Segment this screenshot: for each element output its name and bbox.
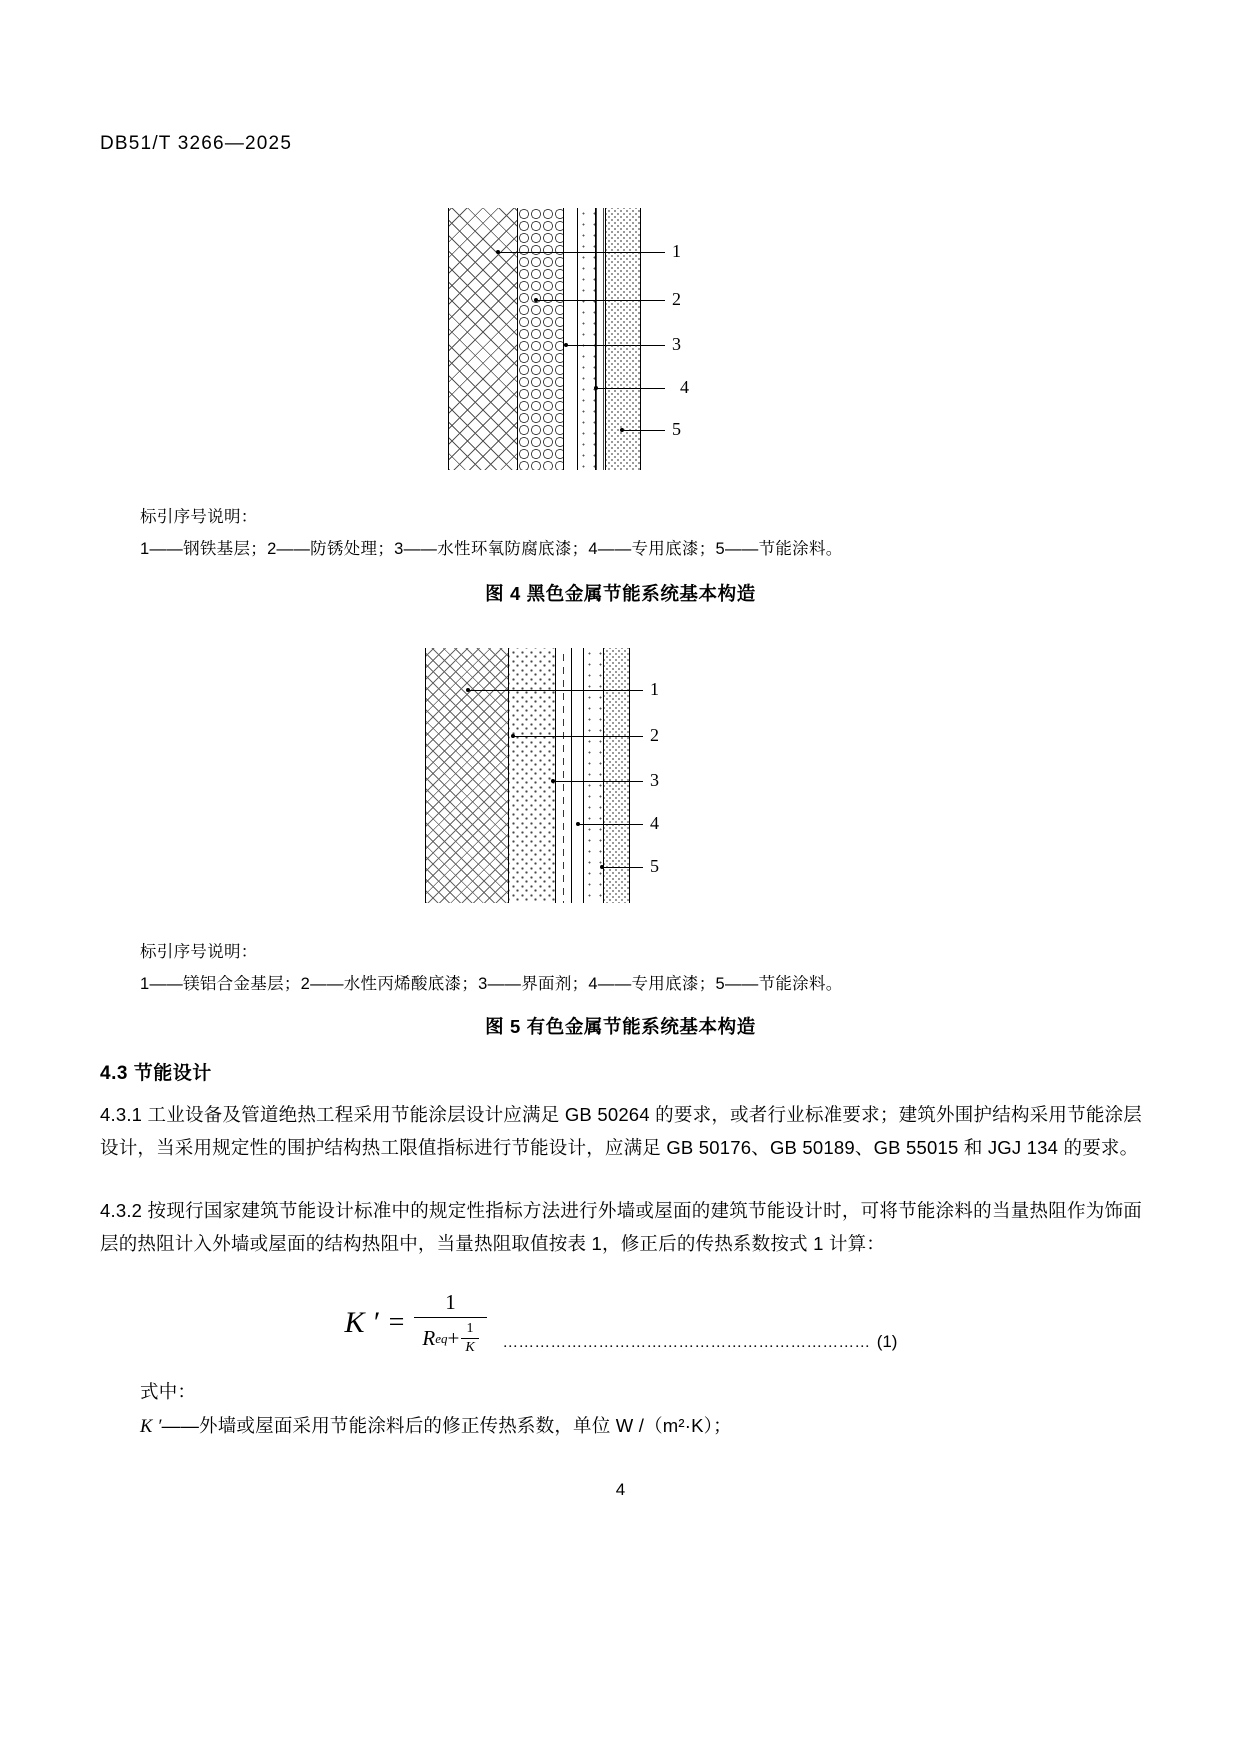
callout-5-2: 2	[650, 725, 659, 745]
leader-line-1	[498, 252, 665, 253]
leader-line-3	[566, 345, 665, 346]
formula-leader-dots: ……………………………………………………………	[502, 1335, 871, 1351]
figure-4-key-items: 1——钢铁基层；2——防锈处理；3——水性环氧防腐底漆；4——专用底漆；5——节能涂料。	[140, 540, 843, 558]
leader-dot-1	[496, 250, 500, 254]
formula-den-plus: +	[447, 1326, 460, 1350]
formula-number: (1)	[876, 1332, 898, 1351]
callout-3: 3	[672, 334, 681, 354]
formula-fraction	[414, 1290, 486, 1356]
layer-rust-treatment	[517, 208, 563, 470]
paragraph-4-3-2: 4.3.2 按现行国家建筑节能设计标准中的规定性指标方法进行外墙或屋面的建筑节能设计时，可将节能涂料的当量热阻作为饰面层的热阻计入外墙或屋面的结构热阻中，当量热阻取值按表 1，修正后的传热系数按式 1 计算：	[100, 1200, 1142, 1254]
figure-4-key-title: 标引序号说明：	[140, 508, 258, 526]
leader-line-5-2	[513, 736, 643, 737]
leader-dot-5-1	[466, 688, 470, 692]
layer-gap-2	[571, 648, 583, 903]
section-heading-4-3: 4.3 节能设计	[100, 1063, 212, 1084]
figure-5-key-items: 1——镁铝合金基层；2——水性丙烯酸底漆；3——界面剂；4——专用底漆；5——节能涂料。	[140, 975, 843, 993]
callout-5-3: 3	[650, 770, 659, 790]
layer-mg-al-substrate	[426, 648, 508, 903]
callout-5-5: 5	[650, 856, 659, 876]
leader-line-5-4	[578, 824, 643, 825]
callout-1: 1	[672, 241, 681, 261]
formula-numerator: 1	[445, 1290, 456, 1314]
callout-5-1: 1	[650, 679, 659, 699]
leader-line-5-1	[468, 690, 643, 691]
leader-dot-2	[534, 298, 538, 302]
formula-lhs: K ′	[344, 1306, 379, 1339]
leader-dot-5-5	[600, 865, 604, 869]
formula-mini-fraction	[461, 1321, 478, 1356]
formula-mini-denominator: K	[461, 1338, 478, 1356]
leader-line-4	[596, 388, 665, 389]
figure-4-title: 图 4 黑色金属节能系统基本构造	[485, 583, 756, 604]
leader-line-5-3	[553, 781, 643, 782]
layer-epoxy-primer	[577, 208, 595, 470]
formula-denominator	[414, 1317, 486, 1356]
leader-line-5	[622, 430, 665, 431]
paragraph-4-3-1: 4.3.1 工业设备及管道绝热工程采用节能涂层设计应满足 GB 50264 的要求，或者行业标准要求；建筑外围护结构采用节能涂层设计，当采用规定性的围护结构热工限值指标进行节能设计，应满足 GB 50176、GB 50189、GB 55015 和 JGJ 134 的要求。	[100, 1104, 1142, 1158]
formula-den-sub: eq	[435, 1330, 448, 1346]
leader-dot-5	[620, 428, 624, 432]
leader-line-5-5	[602, 867, 643, 868]
legend-k-definition	[140, 1412, 732, 1438]
layer-gap-1	[563, 208, 577, 470]
layer-steel-substrate	[449, 208, 517, 470]
figure-5-layer-stack	[425, 648, 630, 903]
legend-label: 式中：	[140, 1381, 197, 1402]
formula-1	[345, 1290, 898, 1356]
layer-interface-agent	[555, 648, 571, 903]
leader-dot-5-2	[511, 734, 515, 738]
legend-k-symbol: K ′	[140, 1417, 162, 1437]
leader-dot-4	[594, 386, 598, 390]
formula-mini-numerator: 1	[466, 1321, 474, 1336]
callout-2: 2	[672, 289, 681, 309]
legend-k-text: ——外墙或屋面采用节能涂料后的修正传热系数，单位 W /（m²·K）；	[161, 1415, 732, 1436]
callout-5-4: 4	[650, 813, 659, 833]
leader-dot-5-3	[551, 779, 555, 783]
formula-1-row	[100, 1288, 1142, 1358]
leader-dot-3	[564, 343, 568, 347]
leader-dot-5-4	[576, 822, 580, 826]
layer-acrylic-primer	[508, 648, 556, 903]
formula-den-base: R	[422, 1326, 436, 1350]
formula-equals: =	[388, 1307, 405, 1338]
callout-5: 5	[672, 419, 681, 439]
leader-line-2	[536, 300, 665, 301]
figure-5-key-title: 标引序号说明：	[140, 943, 258, 961]
page-number: 4	[615, 1480, 626, 1499]
page-header: DB51/T 3266—2025	[100, 133, 293, 154]
figure-5-title: 图 5 有色金属节能系统基本构造	[485, 1016, 756, 1037]
layer-energy-saving-coating-2	[603, 648, 629, 903]
figure-4-layer-stack	[448, 208, 641, 470]
callout-4: 4	[680, 377, 689, 397]
layer-special-primer	[595, 208, 605, 470]
